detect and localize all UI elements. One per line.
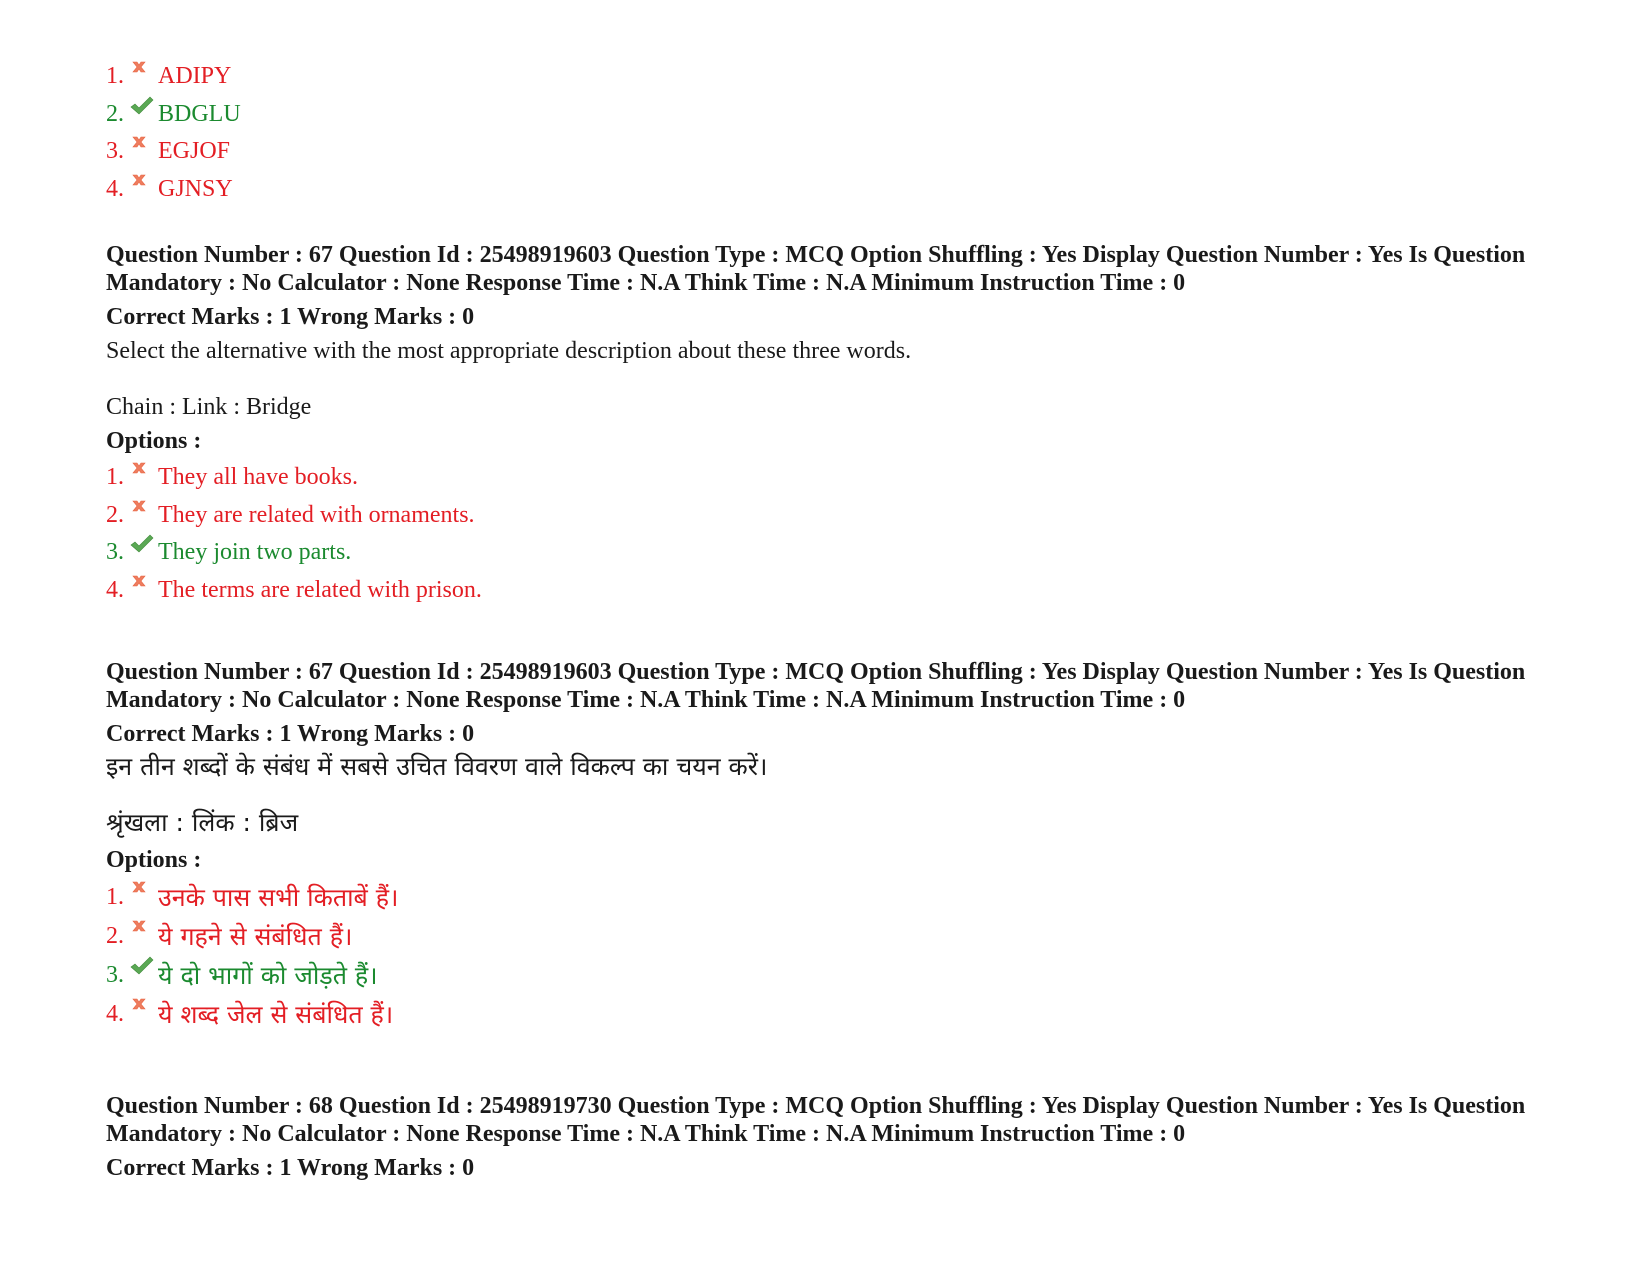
- option-text: ये दो भागों को जोड़ते हैं।: [158, 961, 378, 990]
- option-item: [106, 572, 1526, 610]
- cross-icon: [128, 497, 156, 527]
- option-text: EGJOF: [158, 138, 231, 164]
- question-words: Chain : Link : Bridge: [106, 394, 312, 420]
- option-list: [106, 878, 1526, 1034]
- option-number: 3.: [106, 138, 124, 164]
- options-label: Options :: [106, 428, 202, 454]
- question-block-68: [106, 1092, 1526, 1182]
- option-item: [106, 459, 1526, 497]
- option-number: 2.: [106, 501, 124, 528]
- cross-icon: [128, 171, 156, 201]
- option-number: 1.: [106, 63, 124, 89]
- question-marks: Correct Marks : 1 Wrong Marks : 0: [106, 721, 475, 747]
- option-list: [106, 459, 1526, 609]
- option-text: ये गहने से संबंधित हैं।: [158, 922, 353, 951]
- cross-icon: [128, 459, 156, 489]
- option-text: They are related with ornaments.: [158, 501, 475, 528]
- option-item: [106, 917, 1526, 956]
- cross-icon: [128, 917, 156, 947]
- option-number: 4.: [106, 576, 124, 603]
- cross-icon: [128, 572, 156, 602]
- cross-icon: [128, 58, 156, 88]
- option-number: 4.: [106, 175, 124, 202]
- option-number: 2.: [106, 100, 124, 127]
- option-number: 3.: [106, 962, 124, 988]
- question-block-67-hindi: [106, 658, 1526, 1034]
- option-list: [106, 58, 241, 208]
- option-item: [106, 956, 1526, 995]
- question-meta: Question Number : 68 Question Id : 25498919730 Question Type : MCQ Option Shuffling : Yes Display Question Number : Yes Is Question Mandatory : No Calculator : None Response Time : N.A Think Time : N.A Minimum Instruction Time : 0: [106, 1093, 1526, 1147]
- option-number: 3.: [106, 539, 124, 565]
- cross-icon: [128, 995, 156, 1025]
- check-icon: [128, 96, 156, 126]
- option-number: 2.: [106, 923, 124, 949]
- option-text: They join two parts.: [158, 539, 352, 565]
- question-block-67-english: [106, 241, 1526, 609]
- question-meta: Question Number : 67 Question Id : 25498919603 Question Type : MCQ Option Shuffling : Yes Display Question Number : Yes Is Question Mandatory : No Calculator : None Response Time : N.A Think Time : N.A Minimum Instruction Time : 0: [106, 242, 1526, 296]
- option-text: The terms are related with prison.: [158, 576, 482, 603]
- check-icon: [128, 534, 156, 564]
- option-item: [106, 171, 241, 209]
- option-number: 4.: [106, 1001, 124, 1027]
- question-meta: Question Number : 67 Question Id : 25498919603 Question Type : MCQ Option Shuffling : Yes Display Question Number : Yes Is Question Mandatory : No Calculator : None Response Time : N.A Think Time : N.A Minimum Instruction Time : 0: [106, 659, 1526, 713]
- option-number: 1.: [106, 884, 124, 910]
- option-text: They all have books.: [158, 464, 358, 490]
- option-item: [106, 497, 1526, 535]
- option-number: 1.: [106, 464, 124, 490]
- option-text: GJNSY: [158, 175, 233, 202]
- option-item: [106, 878, 1526, 917]
- cross-icon: [128, 878, 156, 908]
- question-words: श्रृंखला : लिंक : ब्रिज: [106, 808, 299, 837]
- option-text: BDGLU: [158, 100, 241, 127]
- option-item: [106, 534, 1526, 572]
- question-text: इन तीन शब्दों के संबंध में सबसे उचित विवरण वाले विकल्प का चयन करें।: [106, 752, 768, 781]
- check-icon: [128, 956, 156, 986]
- option-item: [106, 133, 241, 171]
- option-item: [106, 58, 241, 96]
- question-text: Select the alternative with the most appropriate description about these three words.: [106, 338, 912, 364]
- previous-question-options: [106, 58, 241, 208]
- cross-icon: [128, 133, 156, 163]
- option-text: ADIPY: [158, 63, 232, 89]
- option-text: ये शब्द जेल से संबंधित हैं।: [158, 1000, 394, 1029]
- option-item: [106, 995, 1526, 1034]
- option-item: [106, 96, 241, 134]
- question-marks: Correct Marks : 1 Wrong Marks : 0: [106, 304, 475, 330]
- option-text: उनके पास सभी किताबें हैं।: [158, 883, 399, 912]
- options-label: Options :: [106, 847, 202, 873]
- question-marks: Correct Marks : 1 Wrong Marks : 0: [106, 1155, 475, 1181]
